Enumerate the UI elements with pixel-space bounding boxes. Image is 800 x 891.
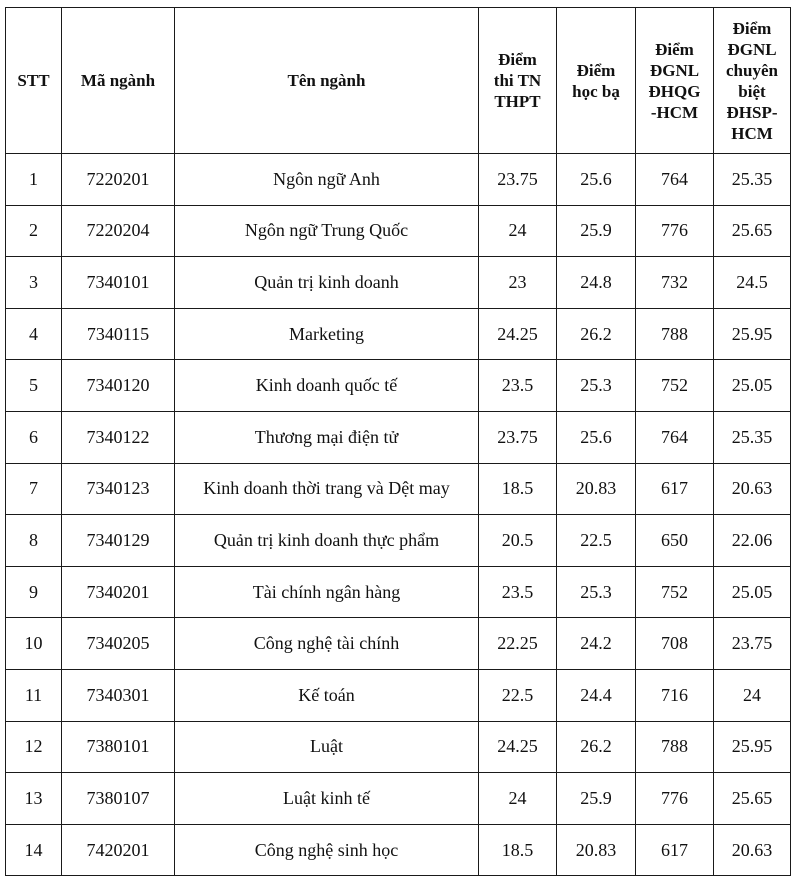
cell-stt: 7 bbox=[6, 463, 62, 515]
table-body bbox=[6, 154, 791, 876]
cell-ten-nganh: Kinh doanh thời trang và Dệt may bbox=[175, 463, 479, 515]
cell-diem-dgnl-dhqg-hcm: 752 bbox=[636, 566, 714, 618]
cell-diem-hoc-ba: 24.2 bbox=[557, 618, 636, 670]
cell-ma-nganh: 7340101 bbox=[62, 257, 175, 309]
cell-diem-hoc-ba: 24.4 bbox=[557, 669, 636, 721]
cell-ma-nganh: 7380101 bbox=[62, 721, 175, 773]
cell-ten-nganh: Luật kinh tế bbox=[175, 773, 479, 825]
cell-diem-dgnl-dhqg-hcm: 764 bbox=[636, 154, 714, 206]
cell-diem-hoc-ba: 25.3 bbox=[557, 360, 636, 412]
header-line: Điểm bbox=[732, 18, 772, 38]
cell-stt: 2 bbox=[6, 205, 62, 257]
cell-diem-dgnl-dhsp-hcm: 25.05 bbox=[714, 360, 791, 412]
table-row bbox=[6, 824, 791, 876]
header-line: Mã ngành bbox=[80, 71, 156, 90]
cell-diem-hoc-ba: 22.5 bbox=[557, 515, 636, 567]
cell-diem-hoc-ba: 25.9 bbox=[557, 773, 636, 825]
cell-ten-nganh: Ngôn ngữ Trung Quốc bbox=[175, 205, 479, 257]
cell-diem-hoc-ba: 25.9 bbox=[557, 205, 636, 257]
header-stt bbox=[6, 8, 62, 154]
cell-diem-dgnl-dhsp-hcm: 25.35 bbox=[714, 411, 791, 463]
header-diem-thi-tn-thpt bbox=[479, 8, 557, 154]
header-line: chuyên bbox=[726, 60, 778, 80]
cell-diem-hoc-ba: 25.6 bbox=[557, 411, 636, 463]
table-row bbox=[6, 257, 791, 309]
header-diem-dgnl-dhqg-hcm bbox=[636, 8, 714, 154]
cell-ma-nganh: 7340201 bbox=[62, 566, 175, 618]
cell-diem-thi-tn-thpt: 18.5 bbox=[479, 824, 557, 876]
header-ten-nganh bbox=[175, 8, 479, 154]
cell-ma-nganh: 7340205 bbox=[62, 618, 175, 670]
cell-diem-dgnl-dhsp-hcm: 25.65 bbox=[714, 773, 791, 825]
cell-diem-dgnl-dhsp-hcm: 20.63 bbox=[714, 463, 791, 515]
header-line: THPT bbox=[494, 92, 541, 111]
cell-diem-hoc-ba: 20.83 bbox=[557, 463, 636, 515]
cell-diem-thi-tn-thpt: 18.5 bbox=[479, 463, 557, 515]
header-diem-dgnl-dhsp-hcm bbox=[714, 8, 791, 154]
cell-diem-hoc-ba: 26.2 bbox=[557, 721, 636, 773]
cell-diem-dgnl-dhsp-hcm: 25.95 bbox=[714, 308, 791, 360]
cell-diem-hoc-ba: 20.83 bbox=[557, 824, 636, 876]
cell-diem-thi-tn-thpt: 24 bbox=[479, 773, 557, 825]
cell-stt: 11 bbox=[6, 669, 62, 721]
cell-stt: 14 bbox=[6, 824, 62, 876]
cell-diem-dgnl-dhsp-hcm: 20.63 bbox=[714, 824, 791, 876]
table-row bbox=[6, 669, 791, 721]
cell-ten-nganh: Quản trị kinh doanh bbox=[175, 257, 479, 309]
cell-stt: 13 bbox=[6, 773, 62, 825]
cell-diem-dgnl-dhsp-hcm: 25.05 bbox=[714, 566, 791, 618]
cell-diem-hoc-ba: 25.6 bbox=[557, 154, 636, 206]
cell-stt: 12 bbox=[6, 721, 62, 773]
cell-diem-thi-tn-thpt: 24.25 bbox=[479, 308, 557, 360]
cell-diem-dgnl-dhsp-hcm: 25.65 bbox=[714, 205, 791, 257]
cell-stt: 4 bbox=[6, 308, 62, 360]
header-line: STT bbox=[17, 71, 50, 90]
header-diem-hoc-ba bbox=[557, 8, 636, 154]
header-line: -HCM bbox=[650, 102, 699, 122]
cell-ma-nganh: 7340123 bbox=[62, 463, 175, 515]
cell-diem-dgnl-dhqg-hcm: 650 bbox=[636, 515, 714, 567]
table-row bbox=[6, 360, 791, 412]
cell-stt: 9 bbox=[6, 566, 62, 618]
cell-diem-dgnl-dhqg-hcm: 732 bbox=[636, 257, 714, 309]
cell-diem-thi-tn-thpt: 23 bbox=[479, 257, 557, 309]
cell-ten-nganh: Tài chính ngân hàng bbox=[175, 566, 479, 618]
header-ma-nganh bbox=[62, 8, 175, 154]
cell-diem-dgnl-dhqg-hcm: 776 bbox=[636, 205, 714, 257]
cell-diem-thi-tn-thpt: 23.75 bbox=[479, 154, 557, 206]
cell-diem-dgnl-dhsp-hcm: 24 bbox=[714, 669, 791, 721]
cell-ma-nganh: 7220201 bbox=[62, 154, 175, 206]
cell-stt: 1 bbox=[6, 154, 62, 206]
cell-ten-nganh: Luật bbox=[175, 721, 479, 773]
cell-ma-nganh: 7340115 bbox=[62, 308, 175, 360]
cell-stt: 3 bbox=[6, 257, 62, 309]
cell-ma-nganh: 7420201 bbox=[62, 824, 175, 876]
header-line: thi TN bbox=[493, 71, 542, 90]
admission-scores-table bbox=[5, 7, 791, 876]
header-line: ĐHQG bbox=[648, 81, 701, 101]
cell-diem-dgnl-dhsp-hcm: 22.06 bbox=[714, 515, 791, 567]
cell-stt: 8 bbox=[6, 515, 62, 567]
cell-diem-thi-tn-thpt: 23.75 bbox=[479, 411, 557, 463]
cell-diem-thi-tn-thpt: 22.25 bbox=[479, 618, 557, 670]
cell-stt: 10 bbox=[6, 618, 62, 670]
header-row bbox=[6, 8, 791, 154]
table-row bbox=[6, 154, 791, 206]
cell-diem-dgnl-dhqg-hcm: 788 bbox=[636, 721, 714, 773]
cell-ma-nganh: 7340301 bbox=[62, 669, 175, 721]
cell-diem-thi-tn-thpt: 23.5 bbox=[479, 360, 557, 412]
cell-diem-dgnl-dhqg-hcm: 708 bbox=[636, 618, 714, 670]
table-row bbox=[6, 566, 791, 618]
cell-diem-thi-tn-thpt: 23.5 bbox=[479, 566, 557, 618]
cell-diem-dgnl-dhqg-hcm: 617 bbox=[636, 824, 714, 876]
cell-diem-thi-tn-thpt: 24.25 bbox=[479, 721, 557, 773]
header-line: Điểm bbox=[498, 50, 537, 69]
cell-diem-dgnl-dhqg-hcm: 776 bbox=[636, 773, 714, 825]
cell-diem-dgnl-dhsp-hcm: 24.5 bbox=[714, 257, 791, 309]
cell-ma-nganh: 7380107 bbox=[62, 773, 175, 825]
header-line: Điểm bbox=[576, 60, 616, 80]
cell-diem-hoc-ba: 26.2 bbox=[557, 308, 636, 360]
header-line: biệt bbox=[738, 81, 766, 101]
cell-ten-nganh: Công nghệ sinh học bbox=[175, 824, 479, 876]
cell-stt: 6 bbox=[6, 411, 62, 463]
cell-diem-thi-tn-thpt: 20.5 bbox=[479, 515, 557, 567]
cell-diem-hoc-ba: 24.8 bbox=[557, 257, 636, 309]
table-row bbox=[6, 618, 791, 670]
cell-ten-nganh: Kinh doanh quốc tế bbox=[175, 360, 479, 412]
table-row bbox=[6, 721, 791, 773]
cell-diem-dgnl-dhsp-hcm: 23.75 bbox=[714, 618, 791, 670]
table-row bbox=[6, 515, 791, 567]
cell-diem-hoc-ba: 25.3 bbox=[557, 566, 636, 618]
cell-ten-nganh: Kế toán bbox=[175, 669, 479, 721]
table-row bbox=[6, 205, 791, 257]
header-line: học bạ bbox=[572, 81, 620, 101]
cell-diem-dgnl-dhqg-hcm: 617 bbox=[636, 463, 714, 515]
cell-diem-dgnl-dhsp-hcm: 25.95 bbox=[714, 721, 791, 773]
header-line: ĐHSP- bbox=[726, 102, 778, 122]
cell-diem-thi-tn-thpt: 22.5 bbox=[479, 669, 557, 721]
header-line: Tên ngành bbox=[287, 71, 366, 90]
cell-diem-dgnl-dhqg-hcm: 764 bbox=[636, 411, 714, 463]
table-row bbox=[6, 463, 791, 515]
cell-ma-nganh: 7340129 bbox=[62, 515, 175, 567]
cell-diem-dgnl-dhqg-hcm: 752 bbox=[636, 360, 714, 412]
cell-stt: 5 bbox=[6, 360, 62, 412]
cell-ten-nganh: Công nghệ tài chính bbox=[175, 618, 479, 670]
table-row bbox=[6, 308, 791, 360]
header-line: ĐGNL bbox=[727, 39, 777, 59]
header-line: Điểm bbox=[655, 39, 694, 59]
cell-diem-thi-tn-thpt: 24 bbox=[479, 205, 557, 257]
header-line: HCM bbox=[731, 123, 773, 143]
cell-ten-nganh: Thương mại điện tử bbox=[175, 411, 479, 463]
cell-ten-nganh: Ngôn ngữ Anh bbox=[175, 154, 479, 206]
cell-ma-nganh: 7340122 bbox=[62, 411, 175, 463]
cell-ma-nganh: 7340120 bbox=[62, 360, 175, 412]
cell-ma-nganh: 7220204 bbox=[62, 205, 175, 257]
cell-ten-nganh: Marketing bbox=[175, 308, 479, 360]
table-row bbox=[6, 411, 791, 463]
cell-ten-nganh: Quản trị kinh doanh thực phẩm bbox=[175, 515, 479, 567]
header-line: ĐGNL bbox=[649, 60, 700, 80]
cell-diem-dgnl-dhqg-hcm: 716 bbox=[636, 669, 714, 721]
cell-diem-dgnl-dhqg-hcm: 788 bbox=[636, 308, 714, 360]
cell-diem-dgnl-dhsp-hcm: 25.35 bbox=[714, 154, 791, 206]
table-row bbox=[6, 773, 791, 825]
